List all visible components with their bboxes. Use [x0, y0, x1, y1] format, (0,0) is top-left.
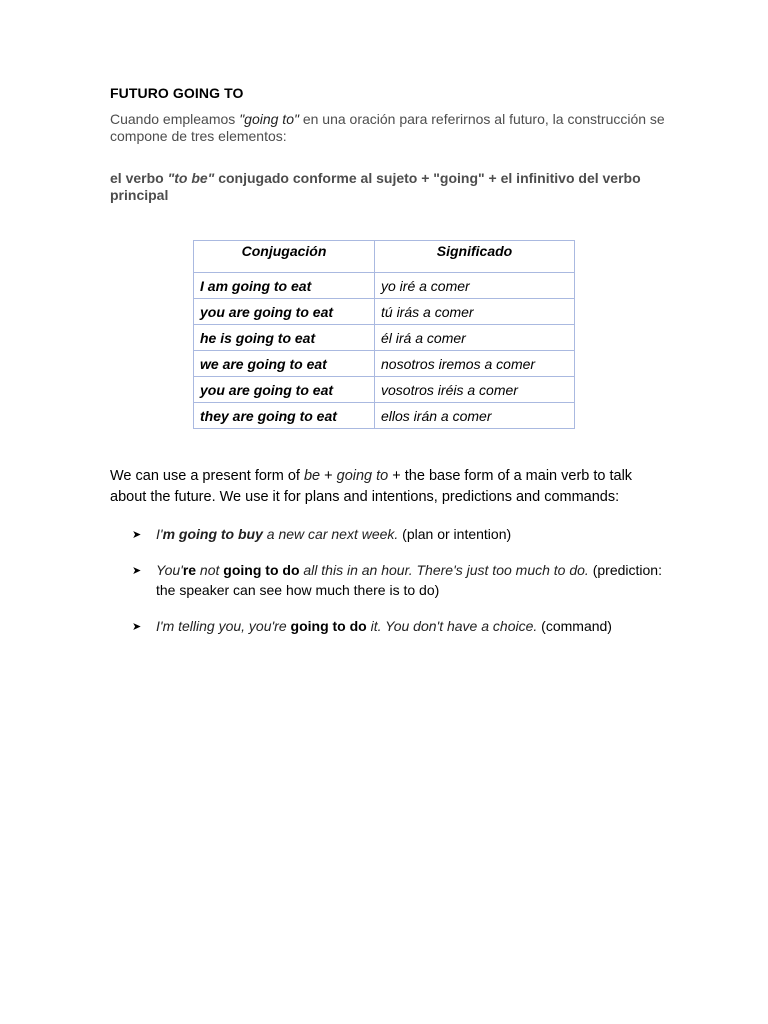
document-title: FUTURO GOING TO — [110, 85, 244, 101]
example-emphasis: going to do — [223, 562, 300, 578]
rule-text-2: conjugado conforme al sujeto + "going" + el infinitivo del verbo principal — [110, 170, 641, 203]
example-text: all this in an hour. There's just too much to do. — [299, 562, 589, 578]
example-emphasis: going to do — [290, 618, 367, 634]
table-row — [194, 377, 575, 403]
list-item — [132, 524, 672, 544]
usage-going-to: going to — [336, 468, 389, 484]
usage-text-1: We can use a present form of — [110, 468, 304, 484]
table-row — [194, 403, 575, 429]
example-note: (prediction: the speaker can see how much there is to do) — [156, 562, 662, 598]
conjugation-cell: you are going to eat — [194, 299, 375, 325]
conjugation-cell: you are going to eat — [194, 377, 375, 403]
meaning-cell: ellos irán a comer — [375, 403, 575, 429]
intro-text-2: en una oración para referirnos al futuro, la construcción se compone de tres elementos: — [110, 111, 665, 144]
table-row — [194, 325, 575, 351]
example-text: You' — [156, 562, 183, 578]
intro-paragraph — [110, 111, 670, 145]
example-text: I' — [156, 526, 163, 542]
example-text: I'm telling you, you're — [156, 618, 291, 634]
conjugation-cell: I am going to eat — [194, 273, 375, 299]
list-item — [132, 560, 672, 600]
conjugation-cell: we are going to eat — [194, 351, 375, 377]
meaning-cell: vosotros iréis a comer — [375, 377, 575, 403]
intro-text-1: Cuando empleamos — [110, 111, 240, 127]
usage-text-3: + the base form of a main verb to talk about the future. We use it for plans and intentions, predictions and commands: — [110, 468, 633, 505]
meaning-cell: nosotros iremos a comer — [375, 351, 575, 377]
header-conjugacion: Conjugación — [194, 241, 375, 273]
table-row — [194, 273, 575, 299]
example-note: (plan or intention) — [398, 526, 512, 542]
table-header-row — [194, 241, 575, 273]
example-text: it. You don't have a choice. — [366, 618, 538, 634]
meaning-cell: yo iré a comer — [375, 273, 575, 299]
example-list — [132, 524, 672, 636]
rule-quote: "to be" — [167, 170, 215, 186]
table-row — [194, 351, 575, 377]
construction-rule — [110, 170, 670, 204]
meaning-cell: tú irás a comer — [375, 299, 575, 325]
list-item — [132, 616, 672, 636]
usage-text-2: + — [320, 468, 337, 484]
arrowhead-bullet-icon: ➤ — [132, 565, 142, 577]
conjugation-cell: they are going to eat — [194, 403, 375, 429]
example-emphasis: m going to buy — [162, 526, 263, 542]
rule-text-1: el verbo — [110, 170, 168, 186]
header-significado: Significado — [375, 241, 575, 273]
example-note: (command) — [537, 618, 612, 634]
arrowhead-bullet-icon: ➤ — [132, 621, 142, 633]
usage-paragraph — [110, 466, 670, 508]
conjugation-cell: he is going to eat — [194, 325, 375, 351]
example-text: not — [196, 562, 224, 578]
example-text: a new car next week. — [262, 526, 399, 542]
usage-be: be — [303, 468, 321, 484]
table-row — [194, 299, 575, 325]
conjugation-table — [193, 240, 575, 429]
intro-quote: "going to" — [239, 111, 299, 127]
meaning-cell: él irá a comer — [375, 325, 575, 351]
example-emphasis: re — [182, 562, 197, 578]
arrowhead-bullet-icon: ➤ — [132, 529, 142, 541]
